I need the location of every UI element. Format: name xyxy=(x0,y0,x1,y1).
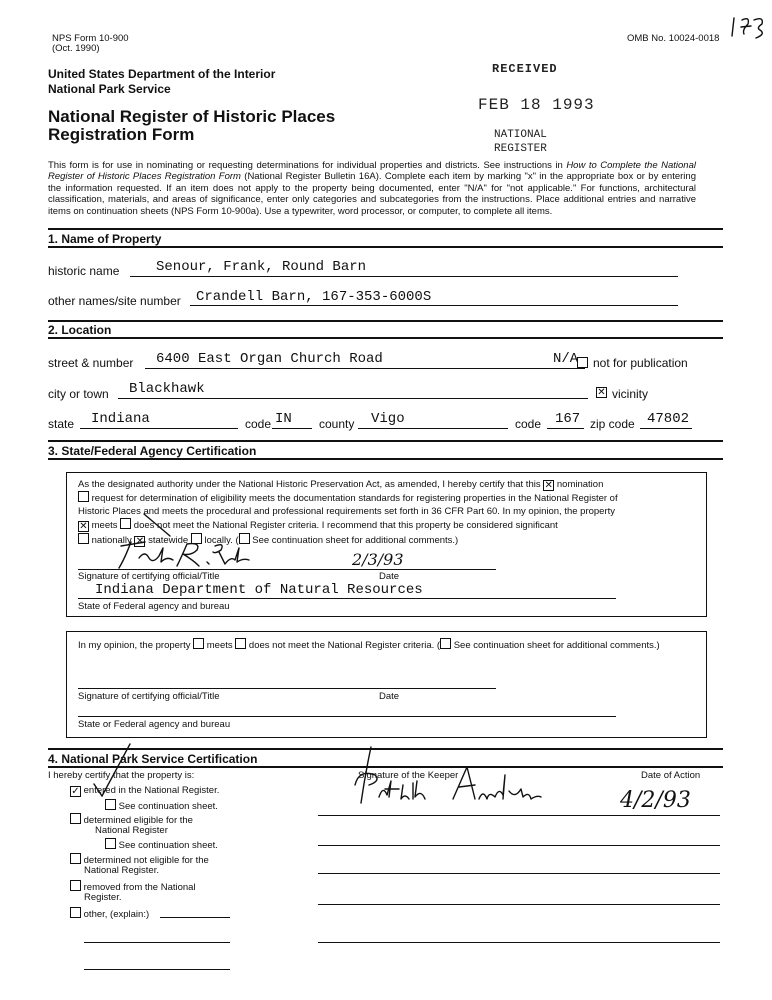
field-line xyxy=(118,398,588,399)
field-line xyxy=(318,815,720,816)
field-line xyxy=(190,305,678,306)
field-line xyxy=(160,917,230,918)
vicinity-label: vicinity xyxy=(612,387,649,401)
field-line xyxy=(358,428,508,429)
field-line xyxy=(318,873,720,874)
removed-checkbox[interactable] xyxy=(70,880,81,891)
city-label: city or town xyxy=(48,387,109,401)
stamp-national: NATIONAL xyxy=(494,129,547,141)
date-label: Date xyxy=(379,691,400,702)
not-for-publication-checkbox[interactable] xyxy=(577,357,588,368)
handwritten-check-mark xyxy=(80,740,140,800)
opinion-does-not-meet-checkbox[interactable] xyxy=(235,638,246,649)
divider xyxy=(48,320,723,322)
historic-name-field[interactable]: Senour, Frank, Round Barn xyxy=(156,259,367,275)
section2-heading: 2. Location xyxy=(48,323,112,337)
field-line xyxy=(80,428,238,429)
not-eligible-checkbox[interactable] xyxy=(70,853,81,864)
field-line xyxy=(318,904,720,905)
section3-heading: 3. State/Federal Agency Certification xyxy=(48,444,257,458)
meets-checkbox[interactable]: ✕ xyxy=(79,521,88,533)
nationally-checkbox[interactable] xyxy=(78,533,89,544)
field-line xyxy=(84,942,230,943)
state-label: state xyxy=(48,417,75,431)
divider xyxy=(48,246,723,248)
form-number: NPS Form 10-900 xyxy=(52,33,129,44)
date-label: Date xyxy=(379,571,400,582)
keeper-label: Signature of the Keeper xyxy=(358,770,459,781)
statewide-checkbox[interactable]: ✕ xyxy=(135,535,145,547)
zip-label: zip code xyxy=(590,417,635,431)
nomination-checkbox[interactable]: ✕ xyxy=(544,480,553,491)
handwritten-mark xyxy=(140,510,180,540)
field-line xyxy=(640,428,692,429)
field-line xyxy=(78,716,616,717)
state-code-field[interactable]: IN xyxy=(275,411,292,427)
instructions-paragraph: This form is for use in nominating or requesting determinations for individual properties and districts. See instructions in How to Complete the National Register of Historic Places Registration Form (National Register Bulletin 16A). Complete each item by marking "x" in the appropriate box or by entering the information requested. If an item does not apply to the property being documented, enter "N/A" for "not applicable." For functions, architectural classification, materials, and areas of significance, enter only categories and subcategories from the instructions. Place additional entries and narrative items on continuation sheets (NPS Form 10-900a). Use a typewriter, word processor, or computer, to complete all items. xyxy=(48,160,696,217)
field-line xyxy=(272,428,312,429)
opinion-text: In my opinion, the property meets does not meet the National Register criteria. ( See continuation sheet for additional comments.) xyxy=(78,640,660,651)
section4-heading: 4. National Park Service Certification xyxy=(48,752,258,766)
stamp-date: FEB 18 1993 xyxy=(478,96,595,114)
eligible-continuation-checkbox[interactable] xyxy=(105,838,116,849)
eligible-line2: National Register xyxy=(95,825,168,836)
page-title: National Register of Historic Places xyxy=(48,107,336,126)
date-of-action-value: 4/2/93 xyxy=(620,788,691,813)
field-line xyxy=(547,428,584,429)
entered-checkbox[interactable]: ✓ xyxy=(71,786,80,797)
street-field[interactable]: 6400 East Organ Church Road xyxy=(156,351,383,367)
signature-line xyxy=(78,569,496,570)
divider xyxy=(48,440,723,442)
form-date: (Oct. 1990) xyxy=(52,43,100,54)
not-eligible-option: determined not eligible for the xyxy=(70,853,209,866)
date-action-label: Date of Action xyxy=(641,770,701,781)
signature-label: Signature of certifying official/Title xyxy=(78,691,220,702)
certify-intro: I hereby certify that the property is: xyxy=(48,770,195,781)
entered-option: ✓ entered in the National Register. xyxy=(71,785,220,797)
certification-text: As the designated authority under the National Historic Preservation Act, as amended, I hereby certify that this ✕ nomination request for determination of eligibility meets the documentation standards for registering properties in the National Register of Historic Places and meets the procedural and professional requirements set forth in 36 CFR Part 60. In my opinion, the property ✕ meets does not meet the National Register criteria. I recommend that this property be considered significant nationally ✕ statewide locally. ( See continuation sheet for additional comments.) xyxy=(78,479,618,547)
section1-heading: 1. Name of Property xyxy=(48,232,162,246)
zip-field[interactable]: 47802 xyxy=(647,411,690,427)
handwritten-page-number xyxy=(730,14,770,40)
historic-name-label: historic name xyxy=(48,264,120,278)
agency-label: State of Federal agency and bureau xyxy=(78,601,230,612)
other-option: other, (explain:) xyxy=(70,907,149,920)
other-checkbox[interactable] xyxy=(70,907,81,918)
certifying-official-signature xyxy=(115,535,260,572)
divider xyxy=(48,228,723,230)
signature-label: Signature of certifying official/Title xyxy=(78,571,220,582)
field-line xyxy=(145,368,585,369)
opinion-meets-checkbox[interactable] xyxy=(193,638,204,649)
eligible-continuation: See continuation sheet. xyxy=(105,838,218,851)
county-field[interactable]: Vigo xyxy=(371,411,405,427)
omb-number: OMB No. 10024-0018 xyxy=(627,33,720,44)
state-code-label: code xyxy=(245,417,272,431)
na-value: N/A xyxy=(553,351,579,367)
removed-line2: Register. xyxy=(84,892,122,903)
service-name: National Park Service xyxy=(48,82,171,96)
keeper-signature xyxy=(325,745,565,805)
not-for-publication-label: not for publication xyxy=(593,356,688,370)
eligibility-checkbox[interactable] xyxy=(78,491,89,502)
city-field[interactable]: Blackhawk xyxy=(129,381,205,397)
certification-date-value: 2/3/93 xyxy=(352,550,404,569)
agency-field[interactable]: Indiana Department of Natural Resources xyxy=(95,582,423,598)
vicinity-checkbox[interactable]: ✕ xyxy=(597,387,606,398)
entered-continuation-checkbox[interactable] xyxy=(105,799,116,810)
eligible-option: determined eligible for the xyxy=(70,813,193,826)
stamp-register: REGISTER xyxy=(494,143,547,155)
divider xyxy=(48,337,723,339)
opinion-continuation-checkbox[interactable] xyxy=(440,638,451,649)
signature-line xyxy=(78,688,496,689)
page-subtitle: Registration Form xyxy=(48,125,195,144)
agency-label: State or Federal agency and bureau xyxy=(78,719,231,730)
eligible-checkbox[interactable] xyxy=(70,813,81,824)
entered-continuation: See continuation sheet. xyxy=(105,799,218,812)
stamp-received: RECEIVED xyxy=(492,62,558,76)
other-names-label: other names/site number xyxy=(48,294,181,308)
county-label: county xyxy=(319,417,355,431)
state-field[interactable]: Indiana xyxy=(91,411,150,427)
field-line xyxy=(130,276,678,277)
removed-option: removed from the National xyxy=(70,880,196,893)
field-line xyxy=(318,942,720,943)
department-name: United States Department of the Interior xyxy=(48,67,276,81)
not-eligible-line2: National Register. xyxy=(84,865,159,876)
divider xyxy=(48,458,723,460)
county-code-field[interactable]: 167 xyxy=(555,411,581,427)
other-names-field[interactable]: Crandell Barn, 167-353-6000S xyxy=(196,289,432,305)
field-line xyxy=(78,598,616,599)
field-line xyxy=(84,969,230,970)
does-not-meet-checkbox[interactable] xyxy=(120,518,131,529)
county-code-label: code xyxy=(515,417,542,431)
street-label: street & number xyxy=(48,356,134,370)
field-line xyxy=(318,845,720,846)
